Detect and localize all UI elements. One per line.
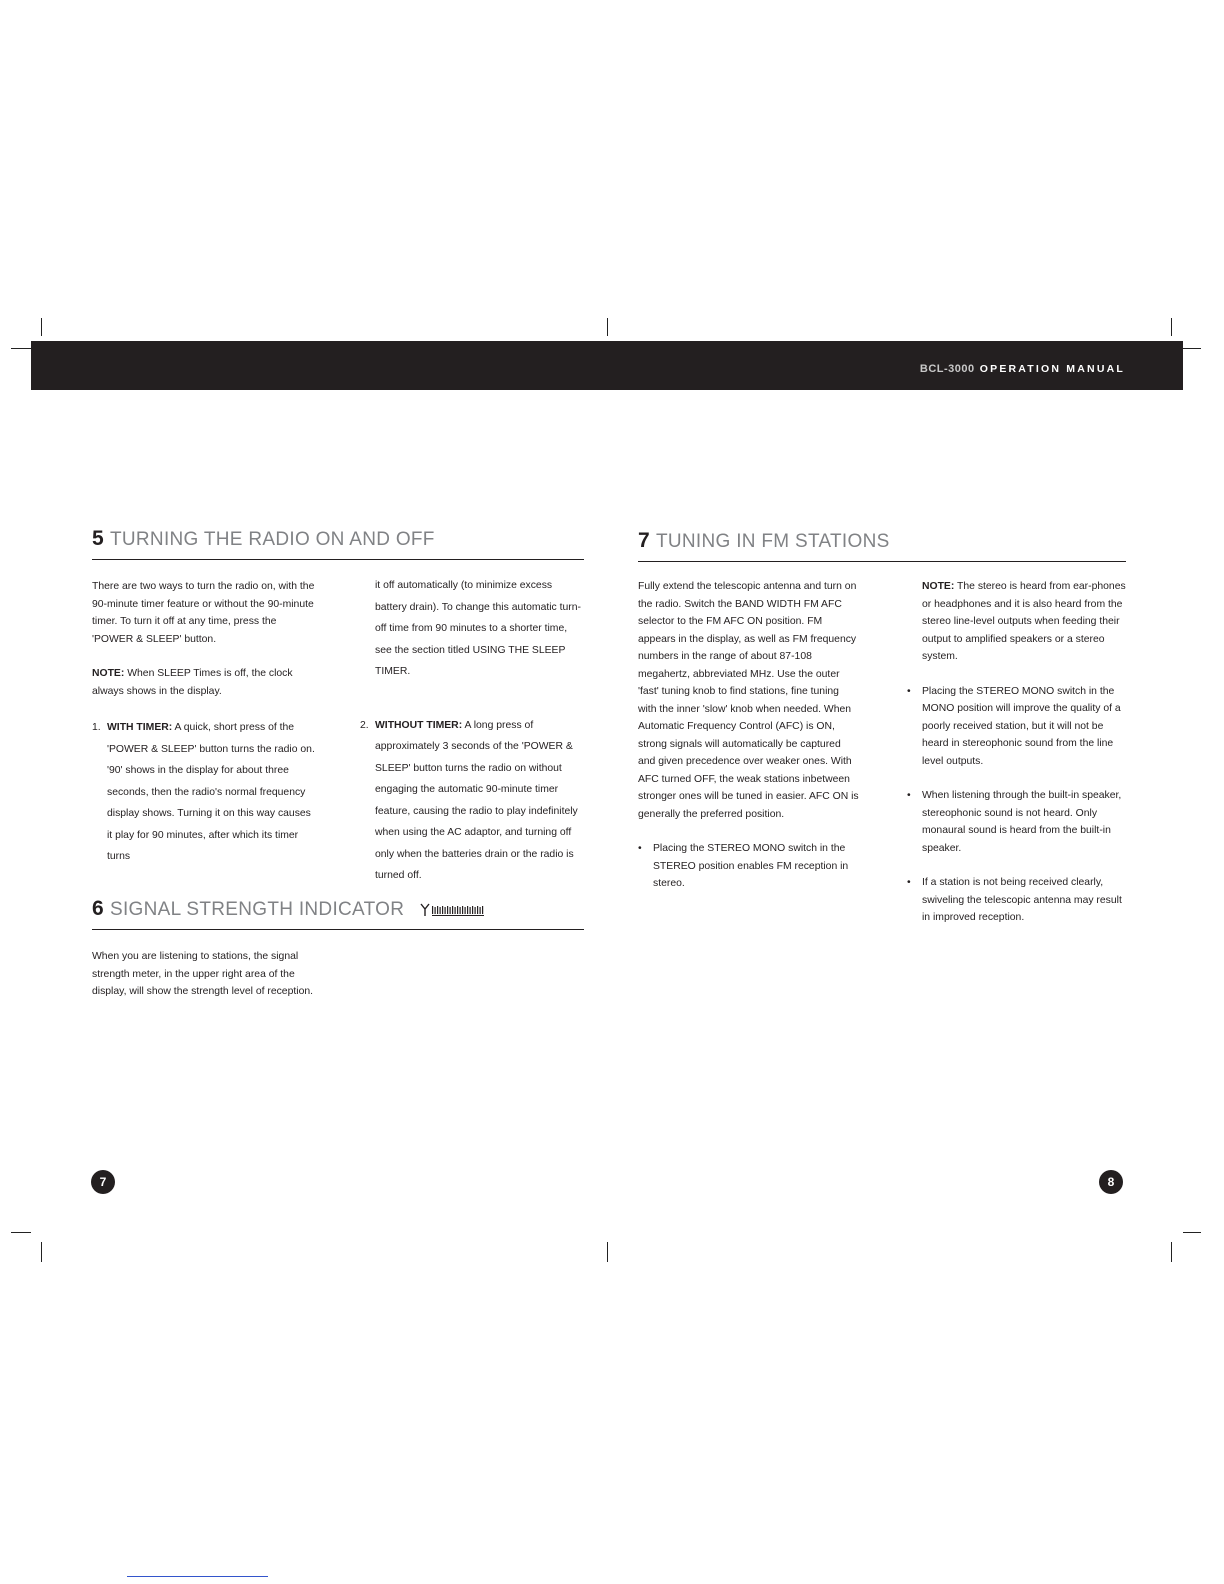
crop-mark (11, 1232, 31, 1233)
step-number: 1. (92, 722, 101, 733)
signal-strength-icon (420, 902, 488, 918)
section-5-note (92, 665, 318, 700)
crop-mark (41, 1242, 42, 1262)
step-text: A long press of approximately 3 seconds of the 'POWER & SLEEP' button turns the radio on without engaging the automatic 90-minute timer feature, causing the radio to play indefinitely when using the AC adaptor, and turning off only when the batteries drain or the radio is turned off. (375, 719, 578, 881)
section-5-steps-cont (360, 715, 584, 887)
section-number: 5 (92, 527, 104, 550)
bullet: • (907, 877, 911, 888)
list-item (907, 683, 1127, 771)
crop-mark (1171, 318, 1172, 336)
model-name: BCL-3000 (919, 363, 975, 375)
step-1-continued: it off automatically (to minimize excess battery drain). To change this automatic turn-off time from 90 minutes to a shorter time, see the section titled USING THE SLEEP TIMER. (375, 580, 581, 677)
step-number: 2. (360, 719, 369, 731)
section-7-bullets (638, 840, 860, 893)
bullet: • (907, 790, 911, 801)
crop-mark (41, 318, 42, 336)
section-7-right-column (907, 578, 1127, 944)
note-text: When SLEEP Times is off, the clock always shows in the display. (92, 668, 293, 697)
crop-mark (1183, 348, 1201, 349)
list-item (638, 840, 860, 893)
step-text: A quick, short press of the 'POWER & SLEEP' button turns the radio on. '90' shows in the display for about three seconds, then the radio's normal frequency display shows. Turning it on this way causes it play for 90 minutes, after which its timer turns (107, 722, 315, 862)
section-7-bullets-cont (907, 683, 1127, 927)
note-label: NOTE: (92, 668, 125, 679)
bullet-text: Placing the STEREO MONO switch in the STEREO position enables FM reception in stereo. (653, 843, 849, 889)
crop-mark (607, 1242, 608, 1262)
list-item (907, 787, 1127, 857)
list-item (907, 874, 1127, 927)
page-number-right: 8 (1099, 1170, 1123, 1194)
section-title: SIGNAL STRENGTH INDICATOR (109, 899, 405, 920)
manual-title (920, 363, 1125, 375)
section-6-body: When you are listening to stations, the signal strength meter, in the upper right area of the display, will show the strength level of reception. (92, 951, 314, 997)
section-5-left-column (92, 578, 318, 885)
note-text: The stereo is heard from ear-phones or headphones and it is also heard from the stereo line-level outputs when feeding their output to amplified speakers or a stereo system. (922, 581, 1126, 662)
section-title: TUNING IN FM STATIONS (655, 531, 890, 552)
bullet-text: When listening through the built-in speaker, stereophonic sound is not heard. Only monaural sound is heard from the built-in speaker. (922, 790, 1122, 854)
bullet-text: If a station is not being received clearly, swiveling the telescopic antenna may result in improved reception. (922, 877, 1122, 923)
note-label: NOTE: (922, 581, 955, 592)
page-number-left: 7 (91, 1170, 115, 1194)
section-7-intro: Fully extend the telescopic antenna and turn on the radio. Switch the BAND WIDTH FM AFC selector to the FM AFC ON position. FM appears in the display, as well as FM frequency numbers in the range of about 87-108 megahertz, abbreviated MHz. Use the outer 'fast' tuning knob to find stations, fine tuning with the inner 'slow' knob when needed. When Automatic Frequency Control (AFC) is ON, strong signals will automatically be captured and given precedence over weaker ones. With AFC turned OFF, the weak stations inbetween stronger ones will be tuned in easier. AFC ON is generally the preferred position. (638, 581, 859, 820)
list-item (92, 717, 318, 868)
section-5-intro: There are two ways to turn the radio on, with the 90-minute timer feature or without the 90-minute timer. To turn it off at any time, press the 'POWER & SLEEP' button. (92, 581, 315, 645)
crop-mark (11, 348, 31, 349)
bullet: • (638, 843, 642, 854)
section-6-text (92, 948, 314, 1018)
manual-label: OPERATION MANUAL (979, 363, 1125, 375)
section-number: 6 (92, 897, 104, 920)
section-6-heading (92, 897, 584, 930)
section-7-heading (638, 529, 1126, 562)
section-5-heading (92, 527, 584, 560)
bullet: • (907, 685, 911, 697)
footer-rule (127, 1576, 268, 1577)
step-label: WITHOUT TIMER: (375, 719, 463, 731)
crop-mark (607, 318, 608, 336)
section-title: TURNING THE RADIO ON AND OFF (109, 529, 435, 550)
crop-mark (1183, 1232, 1201, 1233)
section-7-left-column (638, 578, 860, 910)
section-number: 7 (638, 529, 650, 552)
header-banner (31, 341, 1183, 390)
section-5-steps (92, 717, 318, 868)
section-7-note (907, 578, 1127, 666)
step-label: WITH TIMER: (107, 722, 173, 733)
list-item (360, 715, 584, 887)
bullet-text: Placing the STEREO MONO switch in the MONO position will improve the quality of a poorly received station, but it will not be heard in stereophonic sound from the line level outputs. (922, 685, 1121, 767)
section-5-right-column (360, 575, 584, 904)
crop-mark (1171, 1242, 1172, 1262)
